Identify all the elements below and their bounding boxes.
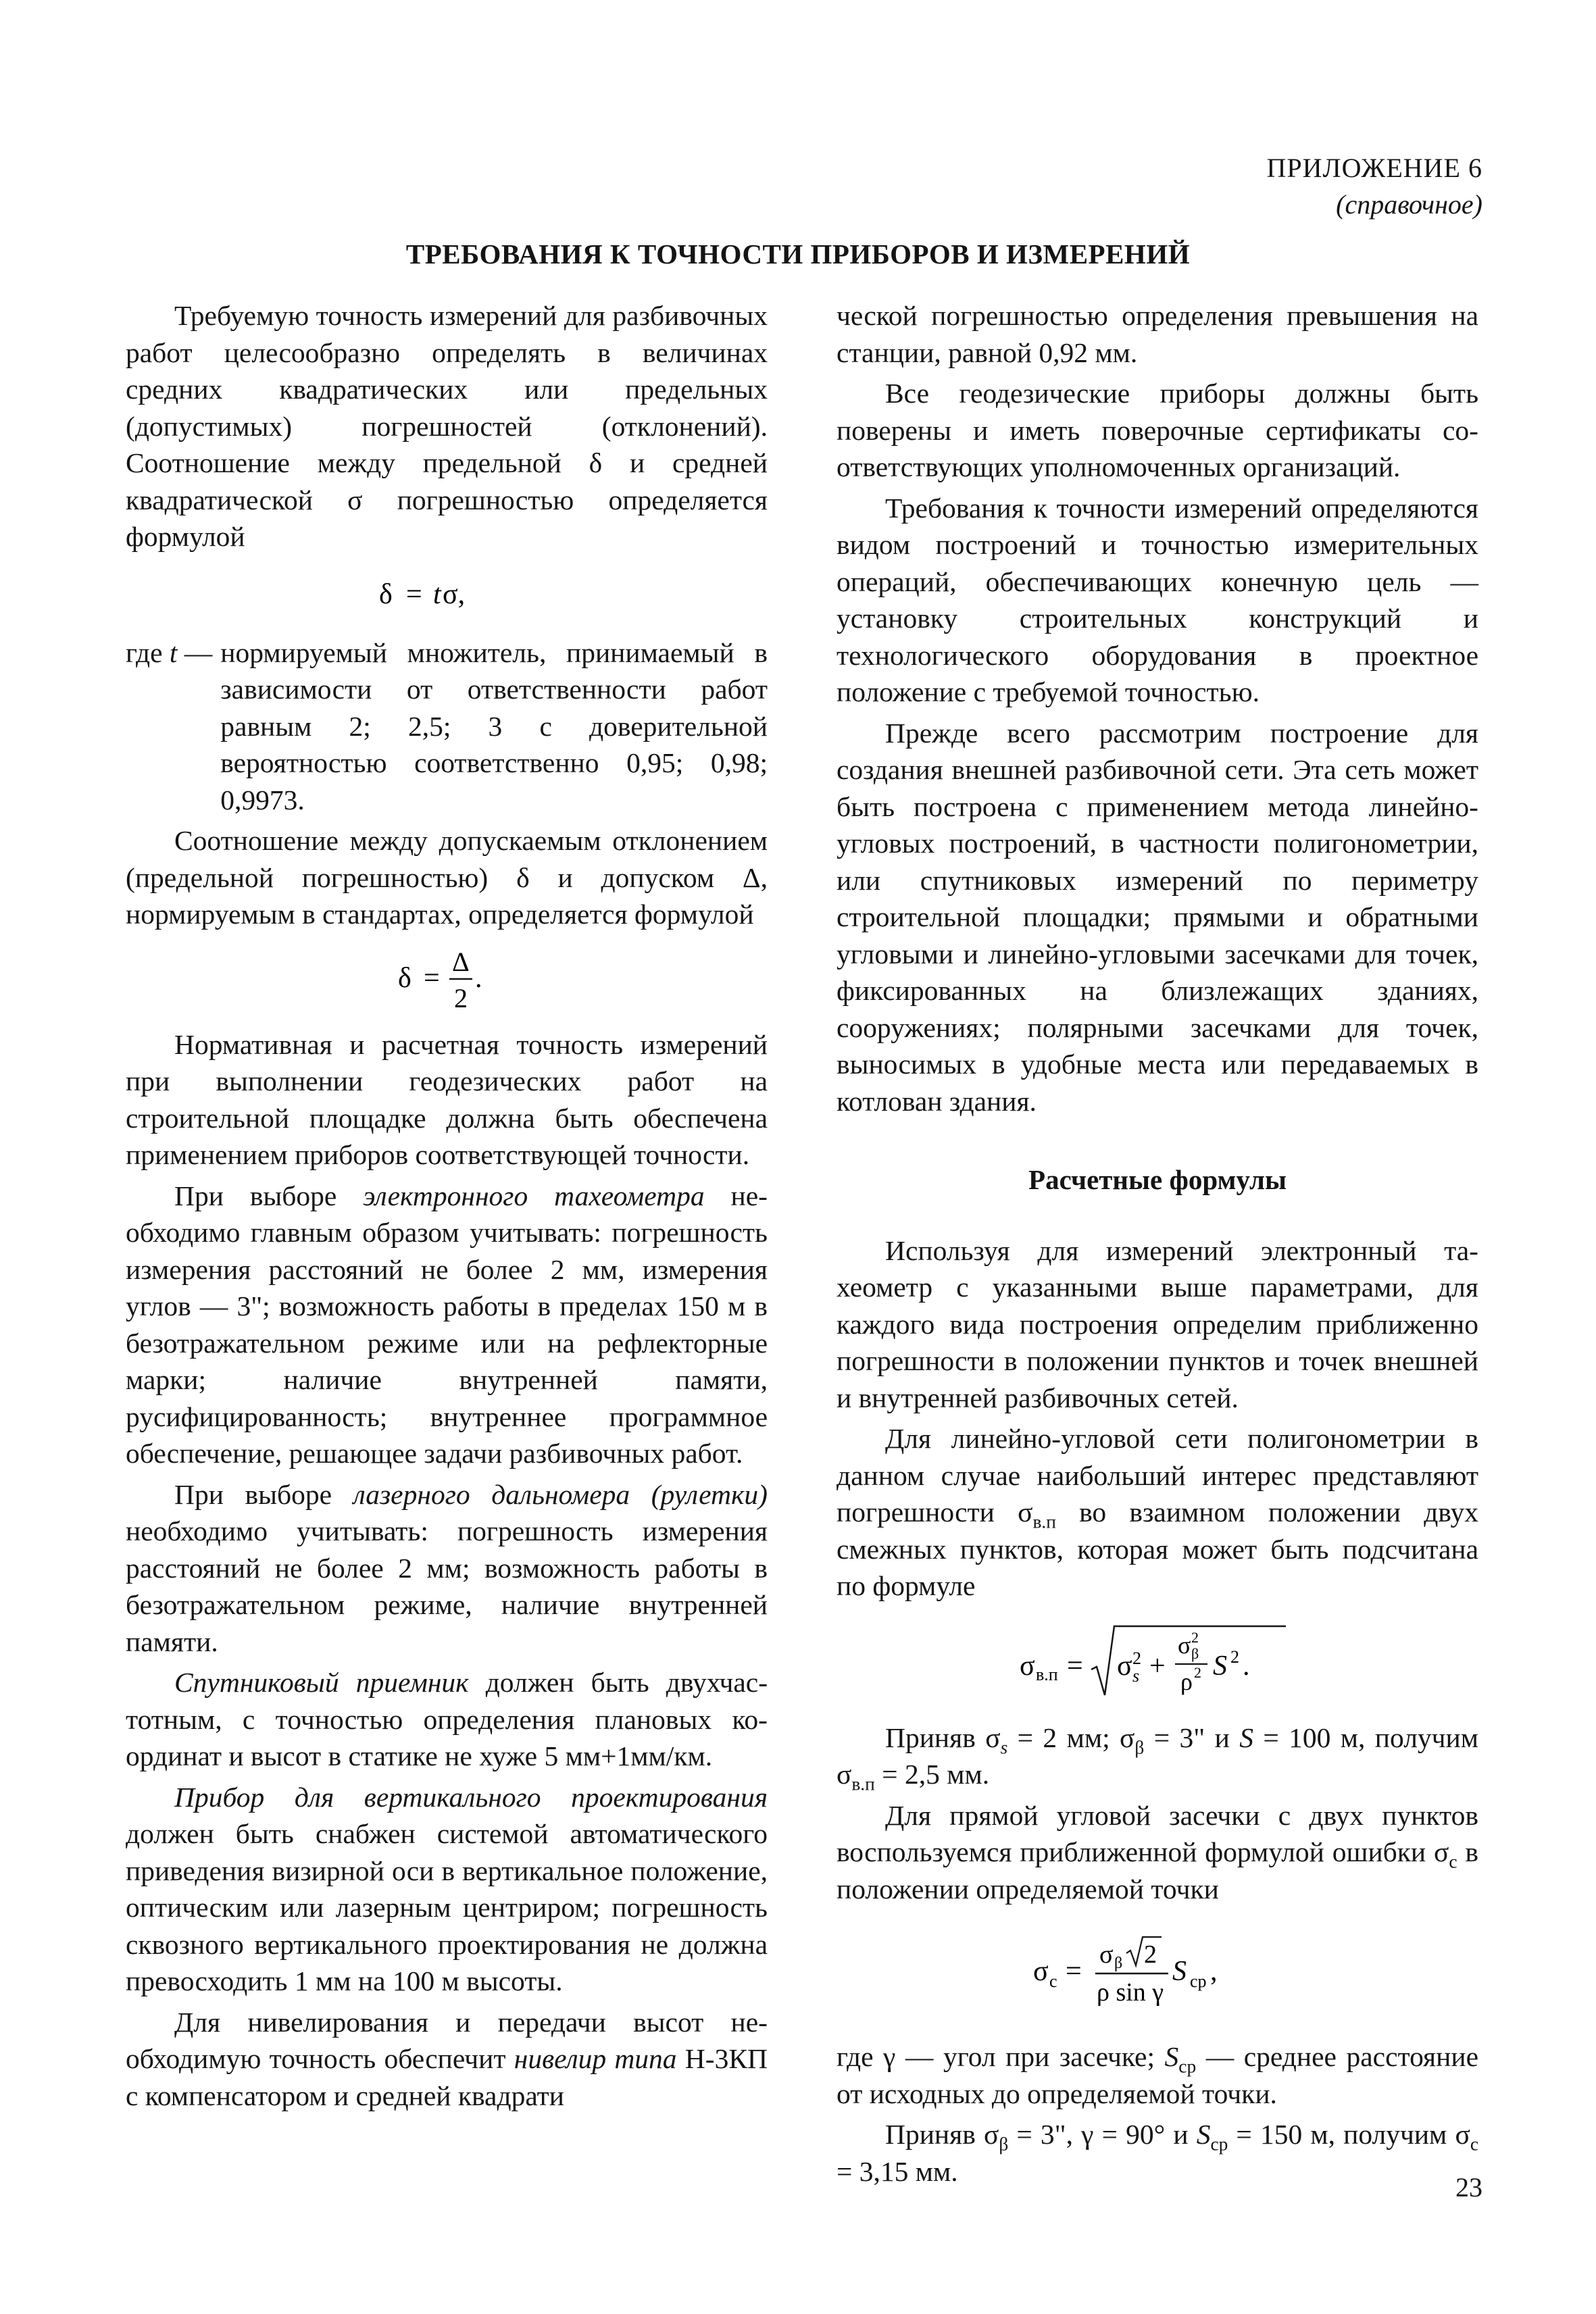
svg-text:.: . [1243,1650,1250,1682]
emphasis: нивелир типа [514,2043,677,2075]
text: во взаимном положении двух смежных пунктов, которая может быть подсчитана по формуле [837,1496,1478,1601]
svg-text:=: = [1066,1956,1082,1987]
formula-graphic [372,574,521,614]
text: = 150 м, получим σ [1228,2119,1470,2150]
appendix-number: ПРИЛОЖЕНИЕ 6 [1266,153,1482,183]
svg-text:=: = [406,578,422,610]
subscript: β [1134,1737,1145,1758]
svg-text:Δ: Δ [452,946,470,977]
text: = 2,5 мм. [874,1759,990,1790]
text: При выборе [174,1478,353,1510]
paragraph-total-station [126,1178,768,1472]
where-description: нормируемый множитель, принимаемый в зависимости от ответственности работ равным 2; 2,5; 3 с доверительной вероятностью соответственно 0,95; 0,98; 0,9973. [220,636,768,815]
emphasis: электронного тахеометра [363,1180,705,1211]
svg-text:σ: σ [1099,1940,1114,1969]
page-number: 23 [1455,2172,1482,2203]
svg-text:σ: σ [1033,1956,1049,1987]
emphasis: Спутниковый приемник [174,1667,469,1699]
emphasis: Прибор для вертикального проектирования [174,1781,768,1813]
svg-text:c: c [1049,1971,1057,1991]
svg-text:σ: σ [1117,1650,1132,1682]
svg-text:+: + [1149,1650,1166,1682]
subscript: s [1000,1737,1008,1758]
text: — среднее расстояние от исходных до определяемой точки. [837,2041,1478,2109]
paragraph: Прежде всего рассмотрим построение для создания внешней разбивочной сети. Эта сеть может быть построена с применением метода линейно-угловых построений, в частности полигонометрии, или спутниковых измерений по периметру строительной площадки; прямыми и обратными угловыми и линейно-угловыми засечками для точек, фиксированных на близлежащих зданиях, сооружениях; полярными засечками для точек, выносимых в удобные места или передаваемых в котлован здания. [837,717,1478,1117]
subscript: в.п [851,1774,875,1794]
svg-text:2: 2 [1144,1940,1157,1969]
svg-text:t: t [433,578,441,610]
emphasis: лазерного дальномера (рулетки) [353,1478,768,1510]
section-subheading: Расчетные формулы [1028,1164,1287,1195]
svg-text:2: 2 [1191,1628,1199,1646]
text: = 100 м, получим σ [837,1721,1478,1790]
svg-text:=: = [424,962,440,994]
paragraph-vertical-device [126,1779,768,2000]
svg-text:2: 2 [454,982,468,1013]
subscript: ср [1210,2134,1228,2155]
text: необходимо учитывать: погрешность измерения расстояний не более 2 мм; возможность работы в безотражательном режиме, наличие внутренней памяти. [126,1515,768,1657]
formula-graphic [379,942,514,1017]
svg-text:2: 2 [1132,1648,1141,1668]
subscript: c [1470,2134,1478,2155]
text: Для линейно-угловой сети полигонометрии в данном случае наибольший интерес представляют погрешности σ [837,1423,1478,1528]
text: При выборе [174,1180,364,1211]
text: Приняв σ [885,1721,1001,1753]
svg-text:.: . [475,962,482,994]
paragraph: Требования к точности измерений определяются видом построений и точностью измерительных операций, обеспечивающих конечную цель — установку строительных конструкций и технологического оборудования в проектное положение с требуемой точностью. [837,492,1478,707]
variable: S [1239,1721,1253,1753]
svg-text:2: 2 [1194,1663,1201,1681]
paragraph: Используя для измерений электронный тахеометр с указанными выше параметрами, для каждого вида построения определим приближенно погрешности в положении пунктов и точек внешней и внутренней разбивочных сетей. [837,1234,1478,1413]
svg-text:=: = [1067,1650,1083,1682]
paragraph: Соотношение между допускаемым отклонением (предельной погрешностью) δ и допуском Δ, нормируемым в стандартах, определяется формулой [126,825,768,930]
formula-graphic [1016,1619,1299,1707]
text: должен быть снабжен системой автоматического приведения визирной оси в вертикальное положение, оптическим или лазерным центриром; погрешность сквозного вертикального проектирования не должна превосходить 1 мм на 100 м высоты. [126,1818,768,1997]
svg-text:S: S [1172,1956,1187,1987]
svg-text:σ: σ [1178,1631,1191,1659]
svg-text:s: s [1132,1665,1140,1686]
paragraph-intersection [837,1797,1478,1908]
svg-text:,: , [1210,1956,1218,1987]
svg-text:δ: δ [398,962,412,994]
svg-text:в.п: в.п [1036,1664,1058,1684]
paragraph-result-c [837,2116,1478,2190]
svg-text:σ,: σ, [443,578,466,610]
paragraph: Требуемую точность измерений для разбивочных работ целесообразно определять в величинах средних квадратических или предельных (допустимых) погрешностей (отклонений). Соотношение между предельной δ и средней квадратической σ погрешностью определяется формулой [126,300,768,552]
text: Н-3КП с компенсатором и средней квадрати [126,2043,768,2111]
paragraph-result-vp [837,1719,1478,1793]
paragraph: Все геодезические приборы должны быть поверены и иметь поверочные сертификаты соответствующих уполномоченных организаций. [837,378,1478,482]
page-title: ТРЕБОВАНИЯ К ТОЧНОСТИ ПРИБОРОВ И ИЗМЕРЕНИЙ [405,238,1191,270]
svg-text:S: S [1213,1650,1227,1682]
text: = 3", γ = 90° и [1008,2119,1197,2150]
paragraph-polygonometry [837,1420,1478,1605]
where-term: где t — [126,636,213,668]
paragraph-gnss-receiver [126,1664,768,1775]
formula-delta-t-sigma [126,573,768,614]
paragraph-definition-gamma [837,2038,1478,2112]
subscript: ср [1178,2056,1197,2077]
svg-text:ρ sin γ: ρ sin γ [1097,1978,1164,2007]
appendix-type: (справочное) [1336,189,1482,220]
svg-text:2: 2 [1230,1646,1239,1667]
svg-text:β: β [1114,1955,1123,1972]
paragraph: Нормативная и расчетная точность измерений при выполнении геодезических работ на строительной площадке должна быть обеспечена применением приборов соответствующей точности. [126,1028,768,1171]
svg-text:ср: ср [1190,1971,1207,1991]
appendix-header [1266,150,1482,223]
paragraph-leveling [126,2004,768,2115]
svg-text:ρ: ρ [1180,1667,1193,1695]
svg-text:σ: σ [1020,1650,1035,1682]
text: должен быть двухчастотным, с точностью определения плановых координат и высот в статике не хуже 5 мм+1мм/км. [126,1667,768,1772]
svg-text:β: β [1191,1644,1199,1662]
text: = 3,15 мм. [837,2155,958,2187]
variable: S [1196,2119,1211,2150]
text: = 2 мм; σ [1007,1721,1135,1753]
where-definition [126,634,768,819]
svg-text:δ: δ [379,578,393,610]
paragraph: ческой погрешностью определения превышения на станции, равной 0,92 мм. [837,300,1478,368]
text: необходимо главным образом учитывать: погрешность измерения расстояний не более 2 мм, измерения углов — 3"; возможность работы в пределах 150 м в безотражательном режиме или на рефлекторные марки; наличие внутренней памяти, русифицированность; внутреннее программное обеспечение, решающее задачи разбивочных работ. [126,1180,768,1469]
text: Для прямой угловой засечки с двух пунктов воспользуемся приближенной формулой ошибки σ [837,1799,1478,1867]
text: = 3" и [1144,1721,1240,1753]
formula-delta-half-tolerance [126,942,768,1017]
formula-sigma-vp [837,1619,1478,1707]
text: Для нивелирования и передачи высот необходимую точность обеспечит [126,2006,768,2075]
left-column [126,297,768,2114]
subscript: в.п [1032,1511,1056,1532]
variable: S [1164,2041,1179,2072]
subscript: β [999,2134,1009,2155]
text: где γ — угол при засечке; [837,2041,1165,2072]
formula-graphic [1029,1928,1286,2015]
text: Приняв σ [885,2119,999,2150]
formula-sigma-c [837,1928,1478,2015]
paragraph-laser-rangefinder [126,1476,768,1661]
text: в положении определяемой точки [837,1836,1478,1905]
subscript: c [1449,1851,1457,1872]
right-column [837,297,1478,2190]
